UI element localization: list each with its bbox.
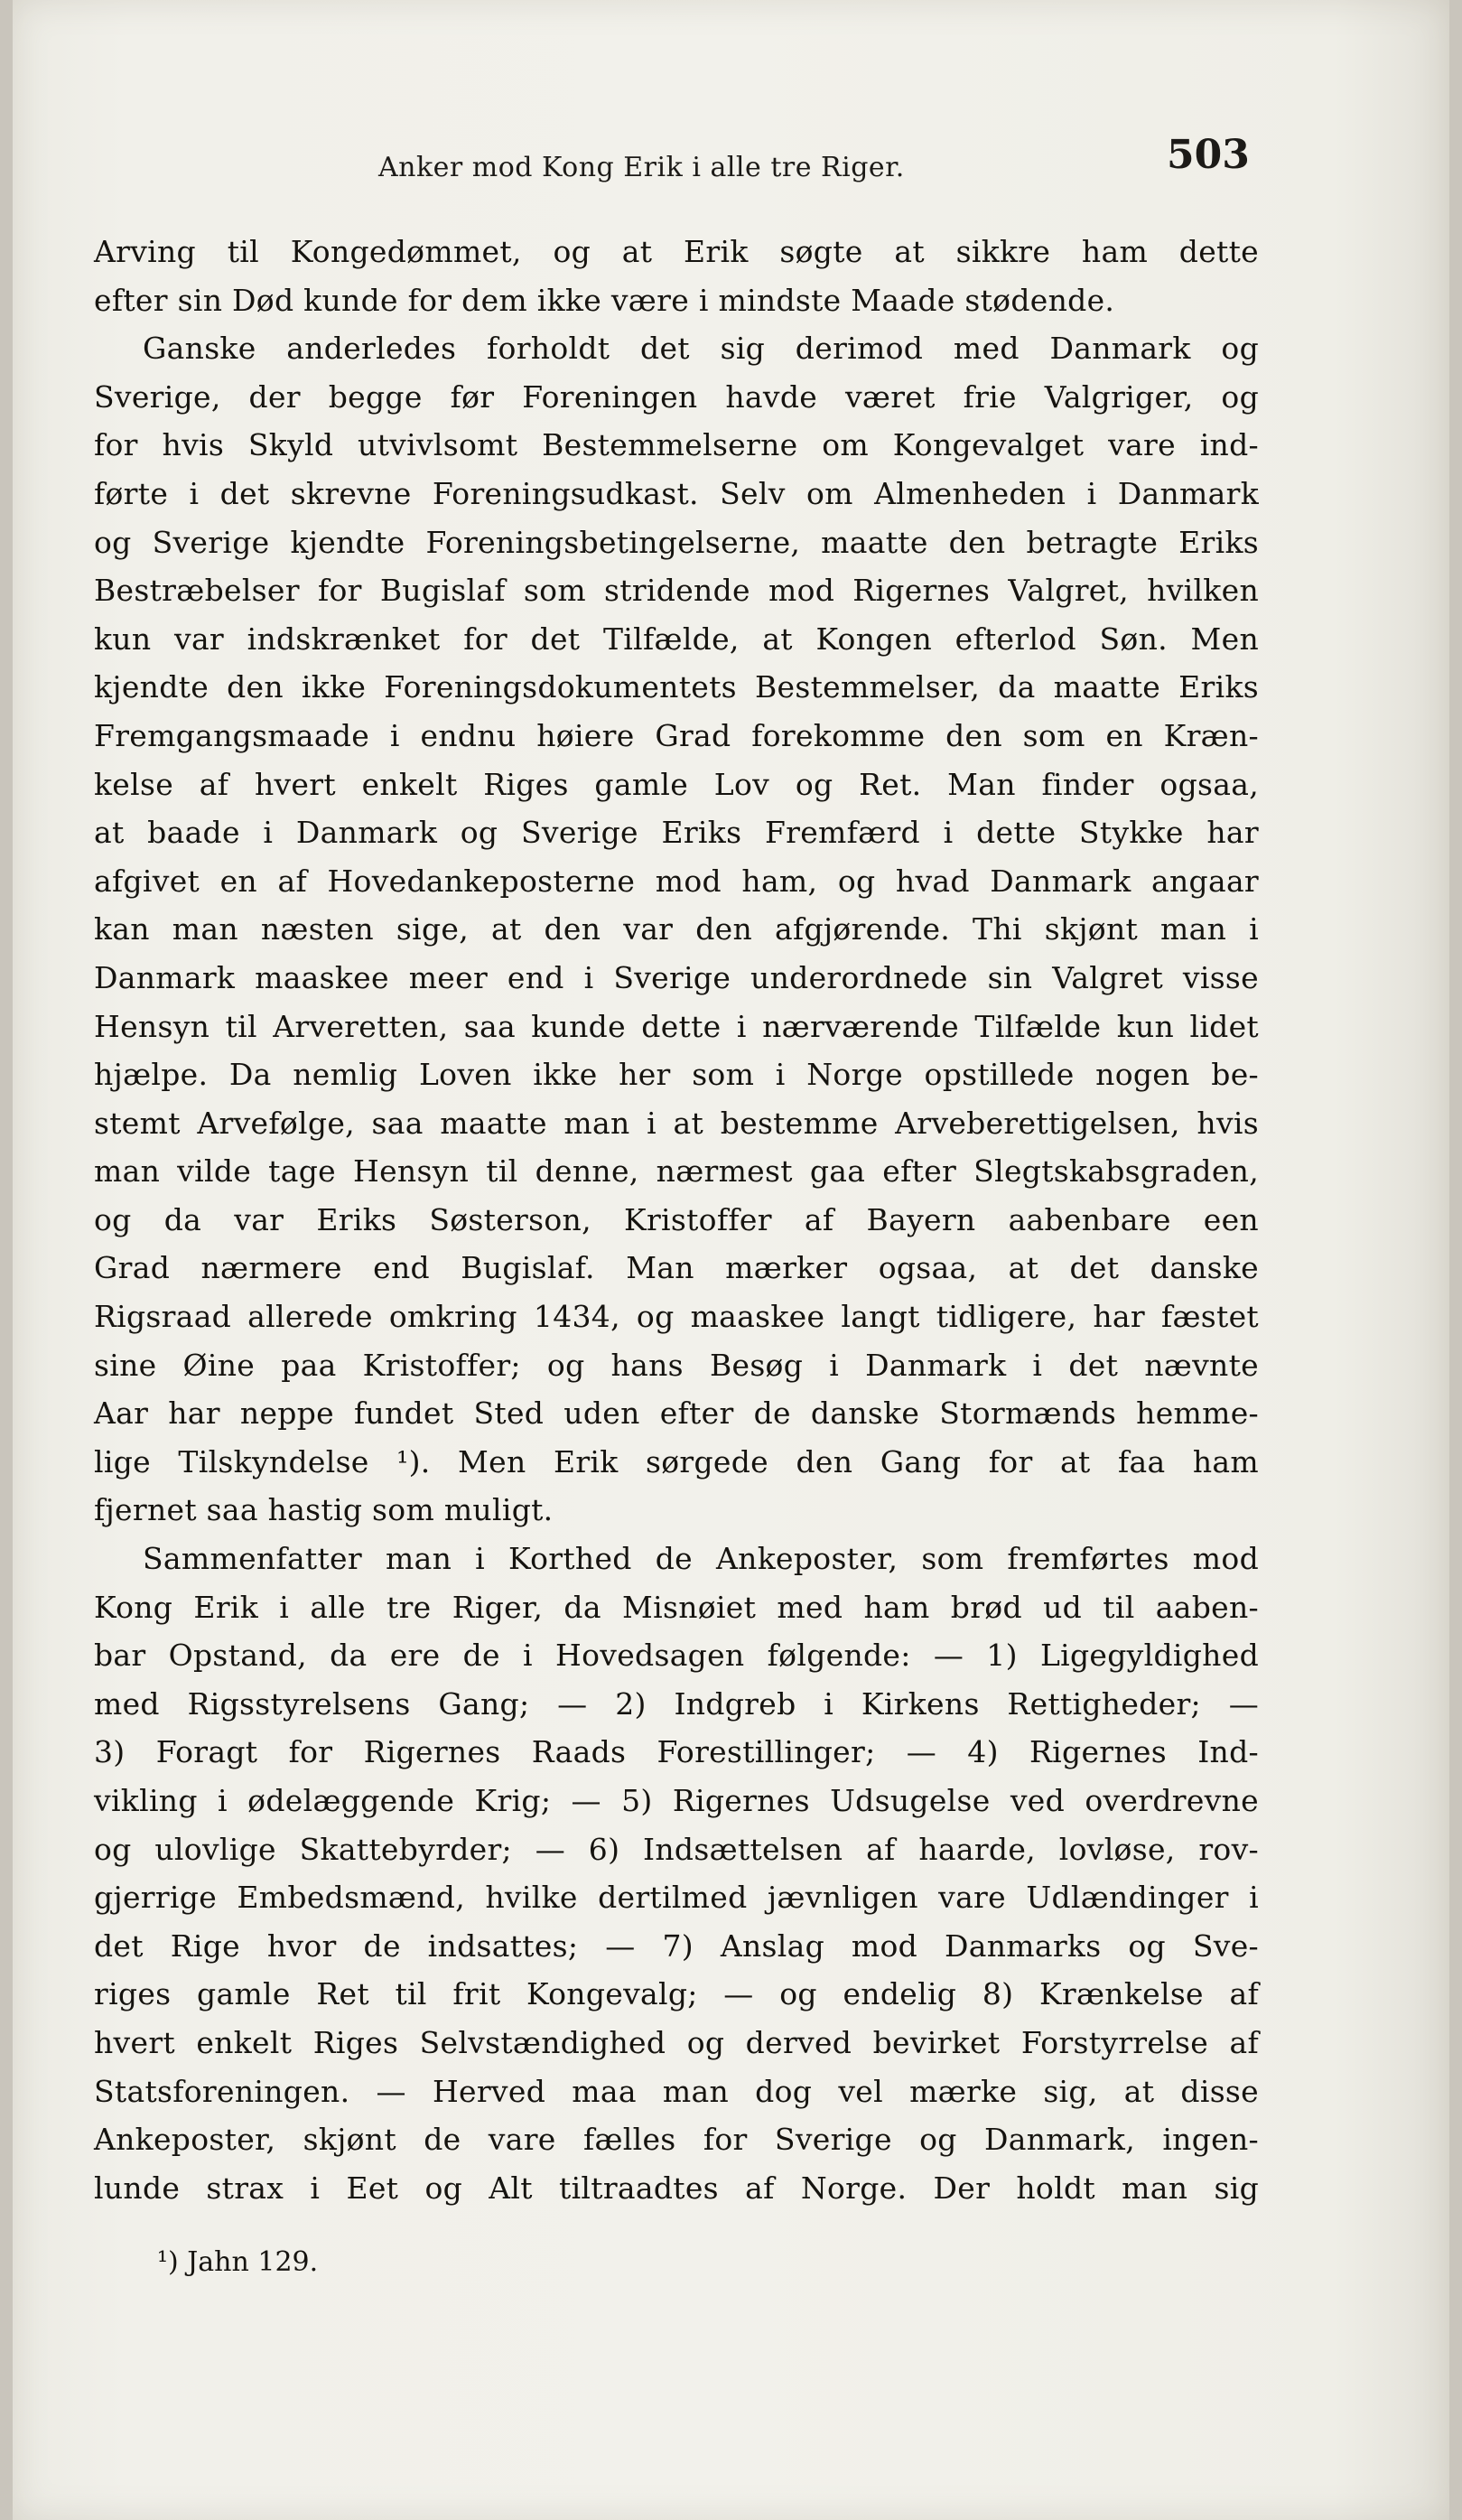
- text-line: sine Øine paa Kristoffer; og hans Besøg i Danmark i det nævnte: [94, 1347, 1259, 1383]
- body-text: [94, 228, 1259, 2212]
- text-line: Fremgangsmaade i endnu høiere Grad forekomme den som en Kræn-: [94, 717, 1259, 753]
- text-line: og Sverige kjendte Foreningsbetingelserne, maatte den betragte Eriks: [94, 524, 1259, 560]
- text-line: kjendte den ikke Foreningsdokumentets Bestemmelser, da maatte Eriks: [94, 669, 1259, 705]
- text-line: Statsforeningen. — Herved maa man dog vel mærke sig, at disse: [94, 2073, 1259, 2109]
- text-line: Sammenfatter man i Korthed de Ankeposter, som fremførtes mod: [143, 1541, 1259, 1577]
- text-line: Bestræbelser for Bugislaf som stridende mod Rigernes Valgret, hvilken: [94, 573, 1259, 609]
- text-line: vikling i ødelæggende Krig; — 5) Rigernes Udsugelse ved overdrevne: [94, 1783, 1259, 1818]
- text-line: med Rigsstyrelsens Gang; — 2) Indgreb i Kirkens Rettigheder; —: [94, 1685, 1259, 1722]
- text-line: stemt Arvefølge, saa maatte man i at bestemme Arveberettigelsen, hvis: [94, 1105, 1259, 1141]
- text-line: kun var indskrænket for det Tilfælde, at Kongen efterlod Søn. Men: [94, 621, 1259, 657]
- text-line: Sverige, der begge før Foreningen havde været frie Valgriger, og: [94, 378, 1259, 415]
- text-line: for hvis Skyld utvivlsomt Bestemmelserne om Kongevalget vare ind-: [94, 427, 1259, 463]
- text-line: det Rige hvor de indsattes; — 7) Anslag mod Danmarks og Sve-: [94, 1927, 1259, 1964]
- page-header: [13, 125, 1449, 206]
- footnote: ¹) Jahn 129.: [157, 2246, 319, 2278]
- text-line: Arving til Kongedømmet, og at Erik søgte at sikkre ham dette: [94, 234, 1259, 269]
- text-line: afgivet en af Hovedankeposterne mod ham, og hvad Danmark angaar: [94, 863, 1259, 899]
- text-line: Aar har neppe fundet Sted uden efter de danske Stormænds hemme-: [94, 1395, 1259, 1432]
- running-head: Anker mod Kong Erik i alle tre Riger.: [378, 152, 905, 183]
- text-line: hjælpe. Da nemlig Loven ikke her som i Norge opstillede nogen be-: [94, 1057, 1259, 1093]
- text-line: kan man næsten sige, at den var den afgjørende. Thi skjønt man i: [94, 911, 1259, 947]
- text-line: Kong Erik i alle tre Riger, da Misnøiet med ham brød ud til aaben-: [94, 1589, 1259, 1625]
- text-line: lige Tilskyndelse ¹). Men Erik sørgede den Gang for at faa ham: [94, 1443, 1259, 1479]
- text-line: 3) Foragt for Rigernes Raads Forestillinger; — 4) Rigernes Ind-: [94, 1734, 1259, 1770]
- text-line: førte i det skrevne Foreningsudkast. Selv om Almenheden i Danmark: [94, 475, 1259, 511]
- text-line: gjerrige Embedsmænd, hvilke dertilmed jævnligen vare Udlændinger i: [94, 1880, 1259, 1916]
- text-line: Ganske anderledes forholdt det sig derimod med Danmark og: [143, 331, 1259, 367]
- text-line: Danmark maaskee meer end i Sverige underordnede sin Valgret visse: [94, 959, 1259, 995]
- text-line: bar Opstand, da ere de i Hovedsagen følgende: — 1) Ligegyldighed: [94, 1638, 1259, 1674]
- text-line: riges gamle Ret til frit Kongevalg; — og endelig 8) Krænkelse af: [94, 1976, 1259, 2012]
- text-line: efter sin Død kunde for dem ikke være i mindste Maade stødende.: [94, 282, 1115, 318]
- text-line: Rigsraad allerede omkring 1434, og maaskee langt tidligere, har fæstet: [94, 1299, 1259, 1335]
- text-line: Grad nærmere end Bugislaf. Man mærker ogsaa, at det danske: [94, 1250, 1259, 1286]
- page-number: 503: [1167, 132, 1250, 178]
- text-line: og da var Eriks Søsterson, Kristoffer af Bayern aabenbare een: [94, 1201, 1259, 1237]
- text-line: kelse af hvert enkelt Riges gamle Lov og Ret. Man finder ogsaa,: [94, 766, 1259, 802]
- text-line: Ankeposter, skjønt de vare fælles for Sverige og Danmark, ingen-: [94, 2122, 1259, 2158]
- text-line: og ulovlige Skattebyrder; — 6) Indsættelsen af haarde, lovløse, rov-: [94, 1831, 1259, 1867]
- text-line: hvert enkelt Riges Selvstændighed og derved bevirket Forstyrrelse af: [94, 2024, 1259, 2060]
- text-line: fjernet saa hastig som muligt.: [94, 1492, 554, 1528]
- text-line: lunde strax i Eet og Alt tiltraadtes af Norge. Der holdt man sig: [94, 2170, 1259, 2206]
- book-page: [13, 0, 1449, 2520]
- text-line: at baade i Danmark og Sverige Eriks Fremfærd i dette Stykke har: [94, 815, 1259, 851]
- footnote-area: [157, 2246, 1241, 2278]
- text-line: Hensyn til Arveretten, saa kunde dette i nærværende Tilfælde kun lidet: [94, 1008, 1259, 1044]
- text-line: man vilde tage Hensyn til denne, nærmest gaa efter Slegtskabsgraden,: [94, 1153, 1259, 1190]
